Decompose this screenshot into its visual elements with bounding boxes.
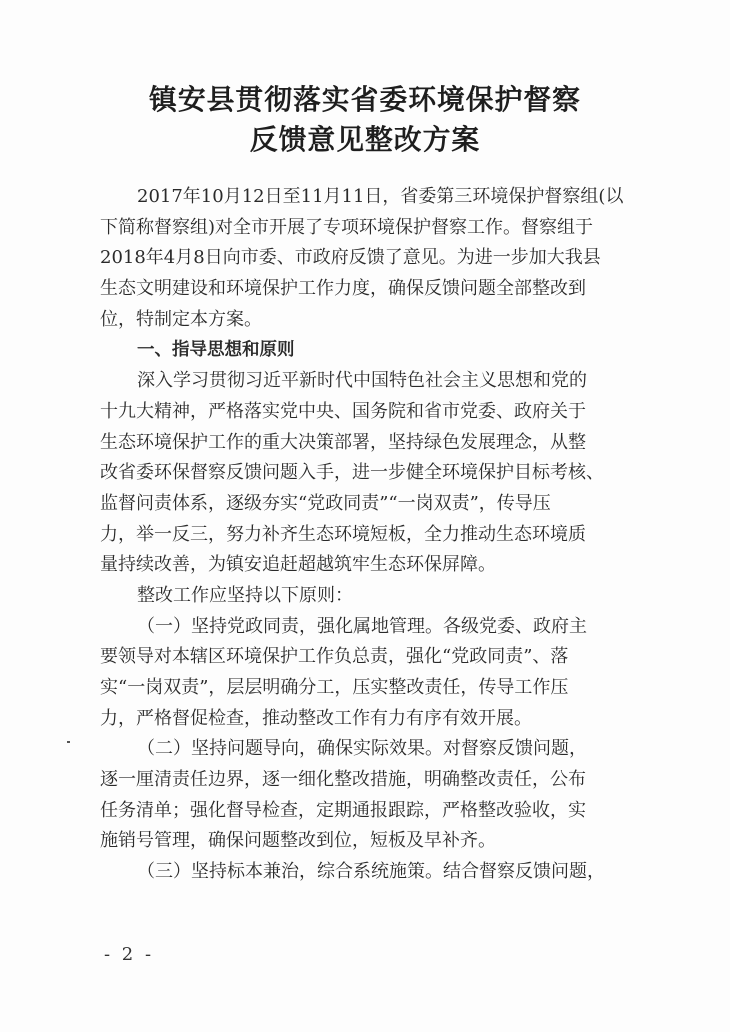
scan-speck — [67, 741, 70, 743]
document-title — [0, 80, 730, 160]
principle-2-line-2: 逐一厘清责任边界，逐一细化整改措施，明确整改责任，公布 — [100, 769, 586, 791]
body-line-10: 改省委环保督察反馈问题入手，进一步健全环境保护目标考核、 — [100, 462, 604, 484]
page-number: - 2 - — [104, 944, 155, 965]
body-line-2: 下简称督察组)对全市开展了专项环境保护督察工作。督察组于 — [100, 216, 594, 238]
body-line-9: 生态环境保护工作的重大决策部署，坚持绿色发展理念，从整 — [100, 431, 586, 453]
principle-2-line-3: 任务清单；强化督导检查，定期通报跟踪，严格整改验收，实 — [100, 799, 586, 821]
section-heading-1: 一、指导思想和原则 — [137, 340, 295, 361]
document-body — [100, 182, 645, 888]
body-line-1: 2017年10月12日至11月11日，省委第三环境保护督察组(以 — [137, 186, 624, 207]
principle-1-line-1: （一）坚持党政同责，强化属地管理。各级党委、政府主 — [137, 615, 587, 637]
title-line-1: 镇安县贯彻落实省委环境保护督察 — [149, 83, 581, 116]
body-line-7: 深入学习贯彻习近平新时代中国特色社会主义思想和党的 — [137, 370, 587, 392]
title-line-2: 反馈意见整改方案 — [249, 123, 481, 156]
body-line-14: 整改工作应坚持以下原则： — [137, 584, 353, 606]
principle-1-line-3: 实“一岗双责”，层层明确分工，压实整改责任，传导工作压 — [100, 677, 569, 698]
body-line-11: 监督问责体系，逐级夯实“党政同责”“一岗双责”，传导压 — [100, 492, 551, 514]
body-line-8: 十九大精神，严格落实党中央、国务院和省市党委、政府关于 — [100, 400, 586, 422]
principle-1-line-2: 要领导对本辖区环境保护工作负总责，强化“党政同责”、落 — [100, 646, 569, 668]
body-line-5: 位，特制定本方案。 — [100, 308, 262, 330]
body-line-4: 生态文明建设和环境保护工作力度，确保反馈问题全部整改到 — [100, 278, 586, 300]
principle-1-line-4: 力，严格督促检查，推动整改工作有力有序有效开展。 — [100, 707, 532, 729]
body-line-13: 量持续改善，为镇安追赶超越筑牢生态环保屏障。 — [100, 554, 496, 576]
body-line-12: 力，举一反三，努力补齐生态环境短板，全力推动生态环境质 — [100, 523, 586, 545]
principle-3-line-1: （三）坚持标本兼治，综合系统施策。结合督察反馈问题， — [137, 861, 605, 883]
principle-2-line-4: 施销号管理，确保问题整改到位，短板及早补齐。 — [100, 830, 496, 852]
principle-2-line-1: （二）坚持问题导向，确保实际效果。对督察反馈问题， — [137, 738, 587, 760]
body-line-3: 2018年4月8日向市委、市政府反馈了意见。为进一步加大我县 — [100, 247, 601, 269]
